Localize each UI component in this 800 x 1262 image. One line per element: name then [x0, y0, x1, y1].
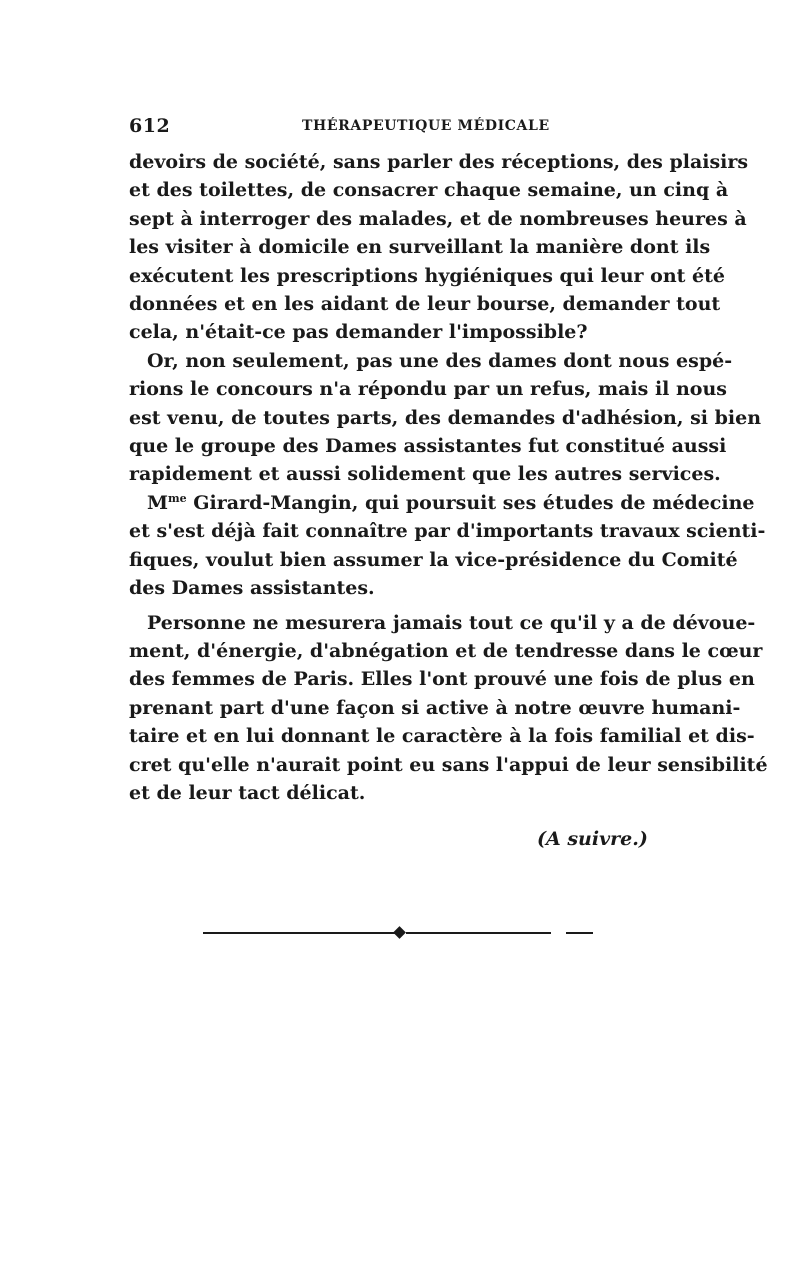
to-be-continued-note: (A suivre.)	[537, 828, 648, 850]
text-line: Personne ne mesurera jamais tout ce qu'il y a de dévoue-	[147, 611, 756, 634]
text-line: et de leur tact délicat.	[129, 781, 366, 804]
text-line: sept à interroger des malades, et de nombreuses heures à	[129, 207, 747, 230]
page-header	[129, 115, 675, 139]
text-line: est venu, de toutes parts, des demandes d'adhésion, si bien	[129, 406, 762, 429]
text-line: Or, non seulement, pas une des dames dont nous espé-	[147, 349, 733, 372]
text-line: fiques, voulut bien assumer la vice-présidence du Comité	[129, 548, 738, 571]
text-line: cela, n'était-ce pas demander l'impossible?	[129, 321, 588, 344]
body-text	[129, 148, 768, 807]
text-line: taire et en lui donnant le caractère à la fois familial et dis-	[129, 725, 755, 748]
text-line: des Dames assistantes.	[129, 577, 375, 600]
text-line: données et en les aidant de leur bourse, demander tout	[129, 293, 721, 316]
text-line: des femmes de Paris. Elles l'ont prouvé une fois de plus en	[129, 668, 755, 691]
paragraph-4	[129, 609, 768, 808]
text-line: rapidement et aussi solidement que les autres services.	[129, 463, 721, 486]
text-line: que le groupe des Dames assistantes fut constitué aussi	[129, 435, 727, 458]
honorific-superscript: me	[168, 491, 187, 505]
page-number: 612	[129, 115, 171, 137]
text-line: devoirs de société, sans parler des réceptions, des plaisirs	[129, 151, 749, 173]
text-line: les visiter à domicile en surveillant la manière dont ils	[129, 236, 711, 259]
text-line: rions le concours n'a répondu par un refus, mais il nous	[129, 378, 727, 401]
rule-right	[406, 932, 551, 934]
rule-left	[203, 932, 396, 934]
paragraph-2	[129, 347, 762, 489]
diamond-ornament-icon	[393, 926, 406, 939]
text-line	[129, 489, 755, 517]
running-title: THÉRAPEUTIQUE MÉDICALE	[302, 118, 550, 134]
text-line: ment, d'énergie, d'abnégation et de tendresse dans le cœur	[129, 639, 763, 662]
text-line: et s'est déjà fait connaître par d'importants travaux scienti-	[129, 520, 766, 543]
honorific: M	[147, 491, 169, 514]
text-line: prenant part d'une façon si active à notre œuvre humani-	[129, 696, 741, 719]
text-line: cret qu'elle n'aurait point eu sans l'appui de leur sensibilité	[129, 753, 768, 776]
text-line: exécutent les prescriptions hygiéniques qui leur ont été	[129, 264, 726, 287]
paragraph-3	[129, 489, 766, 603]
end-ornament-rule	[203, 925, 593, 939]
rule-tail	[566, 932, 593, 934]
text-line-rest: Girard-Mangin, qui poursuit ses études de médecine	[186, 491, 755, 514]
paragraph-1	[129, 148, 749, 347]
text-line: et des toilettes, de consacrer chaque semaine, un cinq à	[129, 179, 729, 202]
